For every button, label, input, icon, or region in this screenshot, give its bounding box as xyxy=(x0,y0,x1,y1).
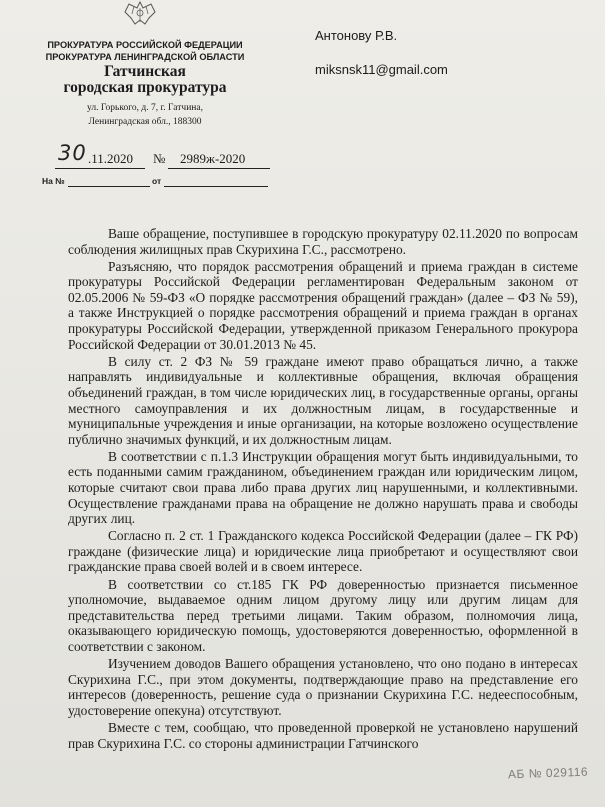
date-underline xyxy=(55,168,145,169)
recipient-email: miksnsk11@gmail.com xyxy=(315,62,448,77)
body-paragraph: В соответствии со ст.185 ГК РФ доверенностью признается письменное уполномочие, выдаваемое одним лицом другому лицу или другим лицам для представительства перед третьими лицами. Таким образом, полномочия лица, оказывающего юридическую помощь, удостоверяются доверенностью, оформленной в соответствии с законом. xyxy=(68,576,578,654)
registration-number: 2989ж-2020 xyxy=(180,151,246,166)
office-title-line-2: городская прокуратура xyxy=(63,79,227,96)
body-paragraph: Вместе с тем, сообщаю, что проведенной проверкой не установлено нарушений прав Скурихина Г.С. со стороны администрации Гатчинского xyxy=(68,719,578,751)
registration-date: .11.2020 xyxy=(88,151,134,166)
body-paragraph: Разъясняю, что порядок рассмотрения обращений и приема граждан в системе прокуратуры Российской Федерации регламентирован Федеральным законом от 02.05.2006 № 59-ФЗ «О порядке рассмотрения обращений граждан» (далее – ФЗ № 59), а также Инструкцией о порядке рассмотрения обращений и приема граждан в органах прокуратуры Российской Федерации, утвержденной приказом Генерального прокурора Российской Федерации от 30.01.2013 № 45. xyxy=(68,258,578,352)
ref-number-underline xyxy=(68,186,150,187)
body-paragraph: В соответствии с п.1.3 Инструкции обращения могут быть индивидуальными, то есть поданными самим гражданином, объединением граждан или юридическим лицом, которые считают свои права либо права других лиц нарушенными, и коллективными. Осуществление гражданами права на обращение не должно нарушать права и свободы других лиц. xyxy=(68,448,578,527)
body-paragraph: В силу ст. 2 ФЗ № 59 граждане имеют право обращаться лично, а также направлять индивидуальные и коллективные обращения, включая обращения объединений граждан, в том числе юридических лиц, в государственные органы, органы местного самоуправления и их должностным лицам, в государственные и муниципальные учреждения и иные организации, на которые возложено осуществление публично значимых функций, и их должностным лицам. xyxy=(68,353,578,447)
address-line-2: Ленинградская обл., 188300 xyxy=(88,117,202,127)
registration-number-sign: № xyxy=(153,151,166,166)
handwritten-day: 30 xyxy=(58,141,87,165)
coat-of-arms-emblem xyxy=(115,0,165,26)
ref-number-label: На № xyxy=(42,176,65,186)
body-paragraph: Согласно п. 2 ст. 1 Гражданского кодекса Российской Федерации (далее – ГК РФ) граждане (физические лица) и юридические лица приобретают и осуществляют свои гражданские права своей волей и в своем интересе. xyxy=(68,528,578,575)
recipient-name: Антонову Р.В. xyxy=(315,28,398,43)
body-paragraph: Ваше обращение, поступившее в городскую прокуратуру 02.11.2020 по вопросам соблюдения жилищных прав Скурихина Г.С., рассмотрено. xyxy=(68,226,578,257)
office-title-line-1: Гатчинская xyxy=(104,63,186,80)
org-line-2: ПРОКУРАТУРА ЛЕНИНГРАДСКОЙ ОБЛАСТИ xyxy=(45,52,245,62)
ref-from-underline xyxy=(164,186,268,187)
number-underline xyxy=(168,168,270,169)
ref-from-label: от xyxy=(152,176,162,186)
letter-body xyxy=(68,226,578,753)
form-serial-stamp: АБ № 029116 xyxy=(507,764,589,782)
body-paragraph: Изучением доводов Вашего обращения установлено, что оно подано в интересах Скурихина Г.С., при этом документы, подтверждающие право на представление его интересов (доверенность, решение суда о признании Скурихина Г.С. недееспособным, удостоверение опекуна) отсутствуют. xyxy=(68,656,578,718)
org-line-1: ПРОКУРАТУРА РОССИЙСКОЙ ФЕДЕРАЦИИ xyxy=(47,40,243,50)
address-line-1: ул. Горького, д. 7, г. Гатчина, xyxy=(87,103,203,113)
